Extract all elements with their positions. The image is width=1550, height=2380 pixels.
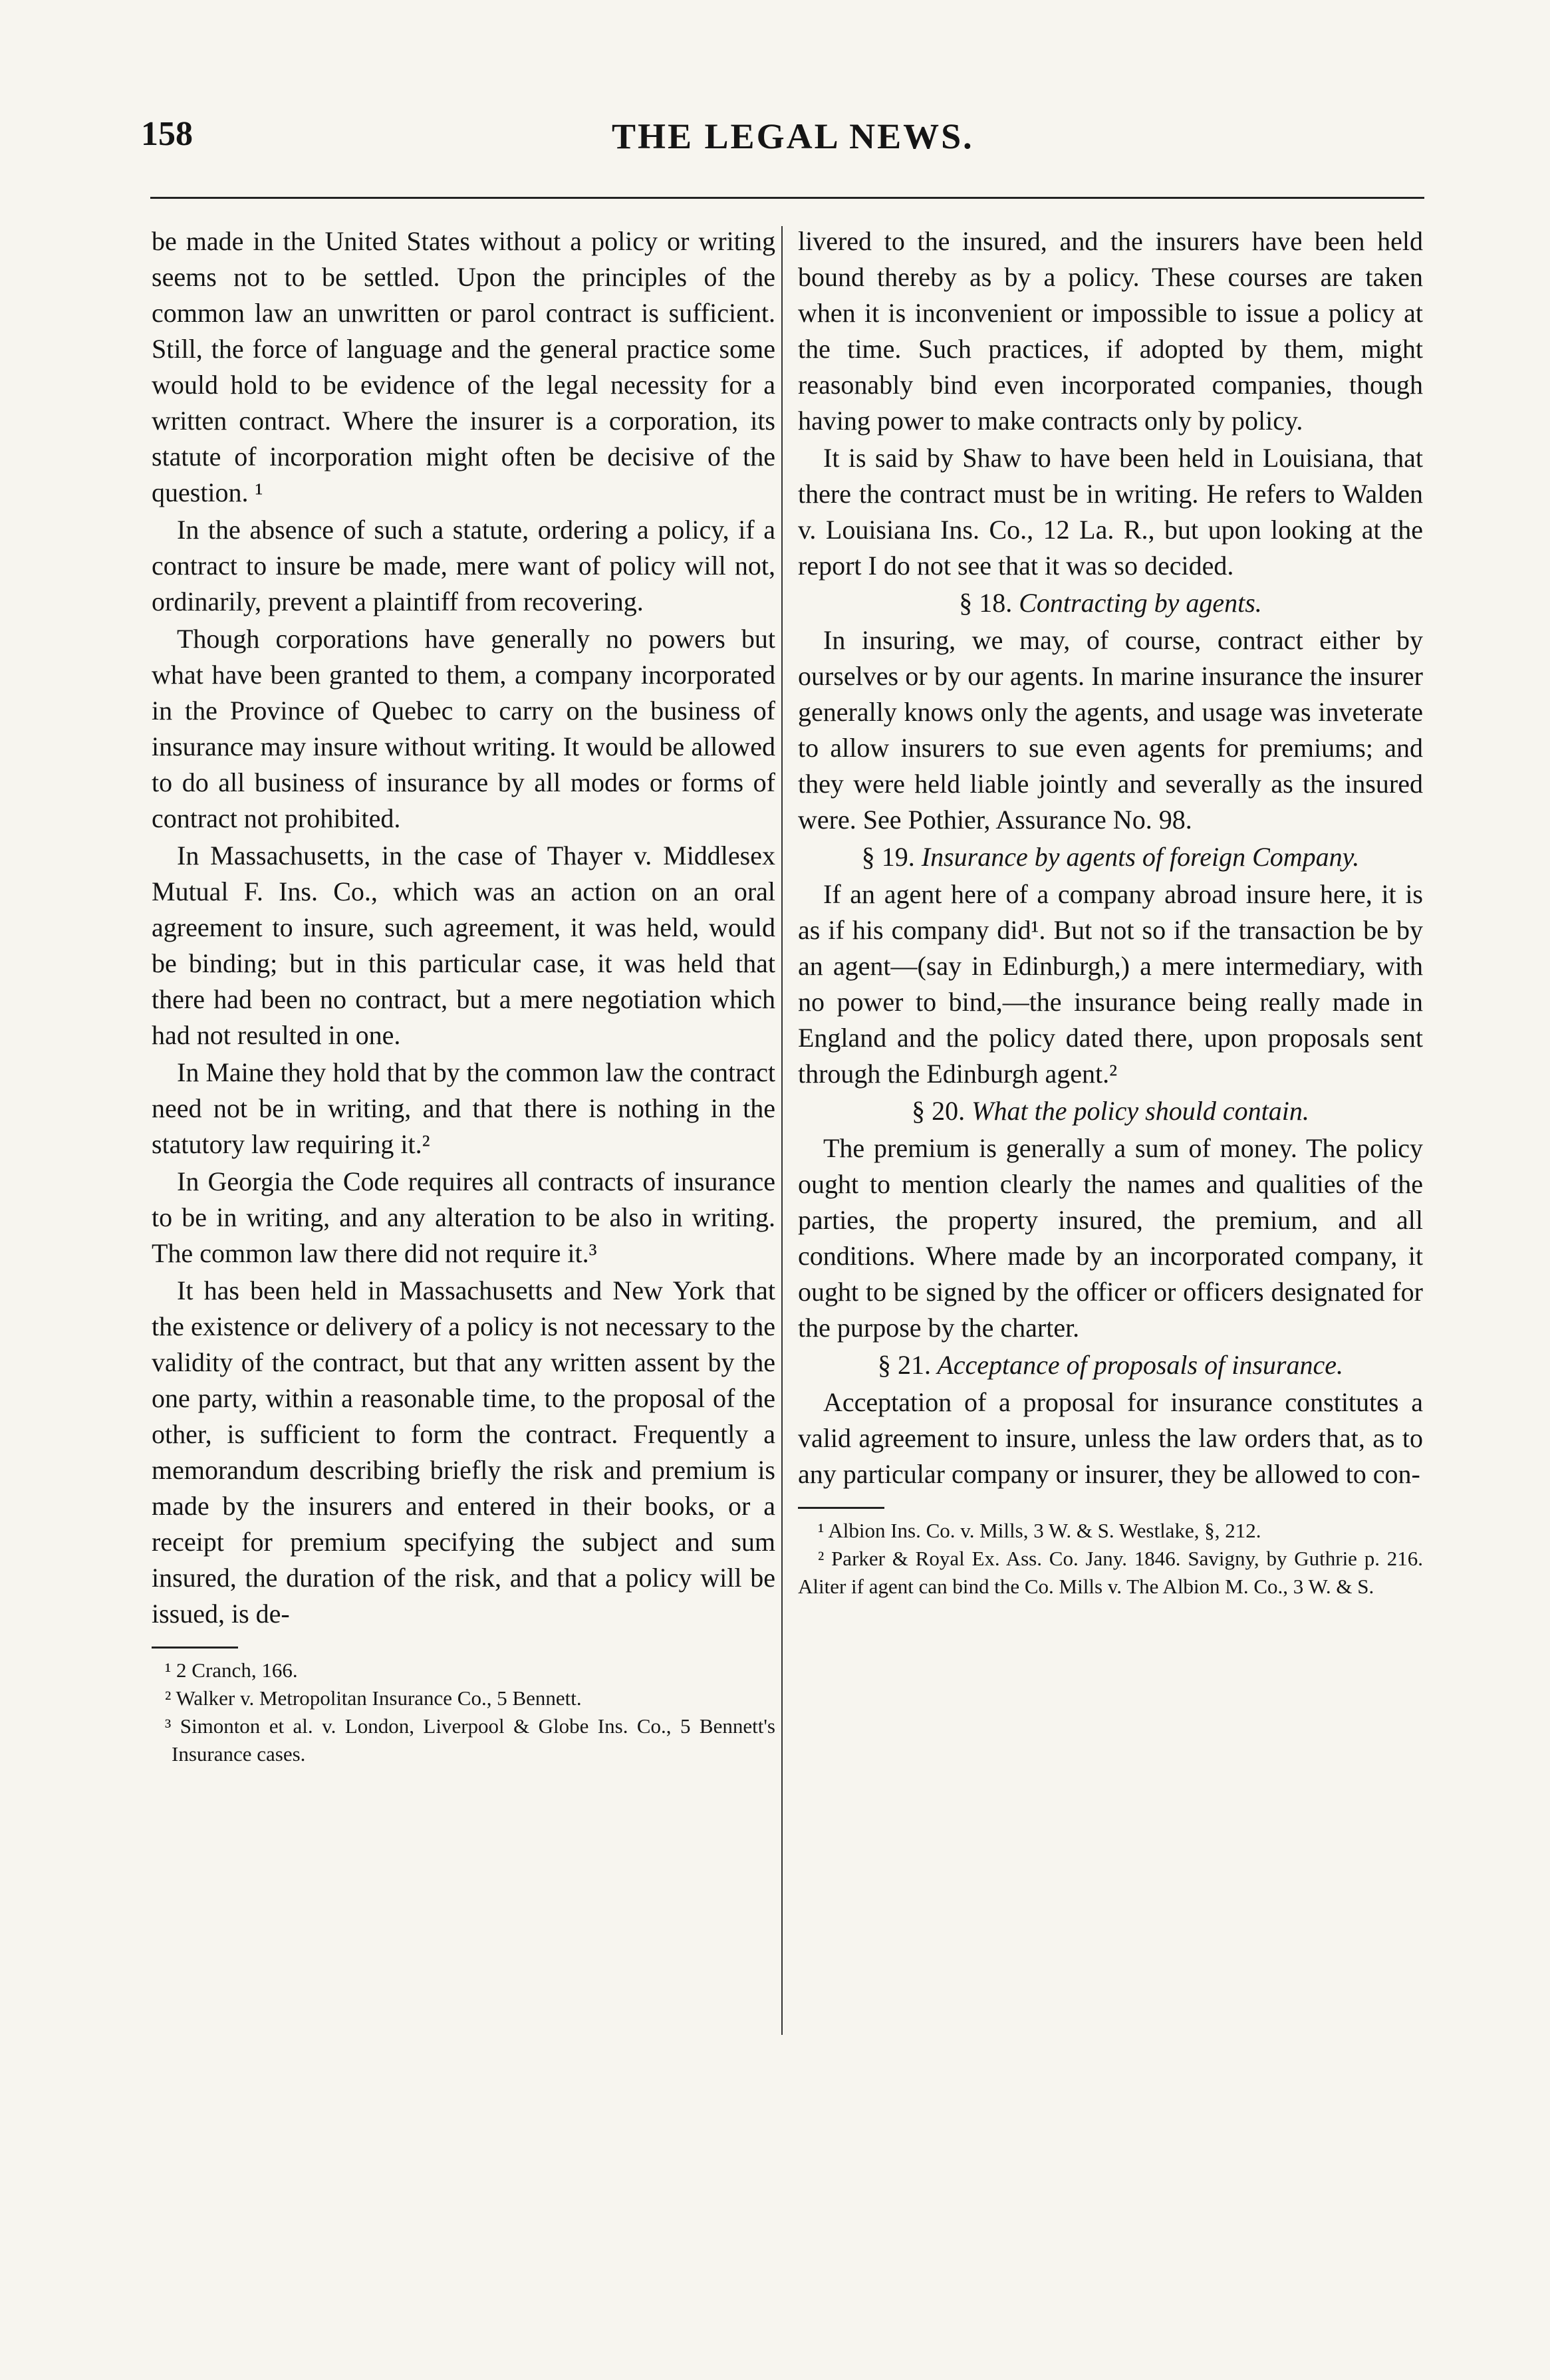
section-heading — [798, 1093, 1423, 1129]
paragraph: In Maine they hold that by the common law the contract need not be in writing, and that there is nothing in the statutory law requiring it.² — [152, 1057, 775, 1159]
footnotes — [152, 1656, 775, 1768]
running-head: THE LEGAL NEWS. — [612, 116, 974, 156]
section-heading — [798, 585, 1423, 621]
paragraph: Acceptation of a proposal for insurance constitutes a valid agreement to insure, unless the law orders that, as to any particular company or insurer, they be allowed to con- — [798, 1387, 1423, 1489]
section-mark: § 18. — [959, 588, 1013, 618]
section-heading — [798, 839, 1423, 875]
paragraph: Though corporations have generally no powers but what have been granted to them, a company incorporated in the Province of Quebec to carry on the business of insurance may insure without writing. It would be allowed to do all business of insurance by all modes or forms of contract not prohibited. — [152, 624, 775, 833]
section-title: What the policy should contain. — [971, 1096, 1309, 1126]
column-divider — [781, 226, 783, 2035]
footnote: ³ Simonton et al. v. London, Liverpool & Globe Ins. Co., 5 Bennett's Insurance cases. — [165, 1714, 775, 1766]
left-column — [152, 223, 775, 1768]
paragraph: It is said by Shaw to have been held in Louisiana, that there the contract must be in writing. He refers to Walden v. Louisiana Ins. Co., 12 La. R., but upon looking at the report I do not see that it was so decided. — [798, 443, 1423, 581]
header-rule — [150, 197, 1424, 199]
footnote-rule — [152, 1647, 238, 1649]
section-mark: § 20. — [912, 1096, 966, 1126]
section-mark: § 19. — [861, 842, 915, 872]
footnote: ² Walker v. Metropolitan Insurance Co., 5 Bennett. — [165, 1686, 582, 1710]
right-column — [798, 223, 1423, 1601]
paragraph: livered to the insured, and the insurers have been held bound thereby as by a policy. These courses are taken when it is inconvenient or impossible to issue a policy at the time. Such practices, if adopted by them, might reasonably bind even incorporated companies, though having power to make contracts only by policy. — [798, 226, 1423, 436]
paragraph: In Massachusetts, in the case of Thayer v. Middlesex Mutual F. Ins. Co., which was an action on an oral agreement to insure, such agreement, it was held, would be binding; but in this particular case, it was held that there had been no contract, but a mere negotiation which had not resulted in one. — [152, 841, 775, 1050]
section-title: Contracting by agents. — [1019, 588, 1262, 618]
section-title: Acceptance of proposals of insurance. — [937, 1350, 1343, 1380]
footnote: ¹ Albion Ins. Co. v. Mills, 3 W. & S. Westlake, §, 212. — [818, 1519, 1261, 1542]
footnote: ² Parker & Royal Ex. Ass. Co. Jany. 1846. Savigny, by Guthrie p. 216. Aliter if agent can bind the Co. Mills v. The Albion M. Co., 3 W. & S. — [798, 1547, 1423, 1598]
paragraph: The premium is generally a sum of money. The policy ought to mention clearly the names and qualities of the parties, the property insured, the premium, and all conditions. Where made by an incorporated company, it ought to be signed by the officer or officers designated for the purpose by the charter. — [798, 1133, 1423, 1343]
section-title: Insurance by agents of foreign Company. — [921, 842, 1360, 872]
paragraph: If an agent here of a company abroad insure here, it is as if his company did¹. But not so if the transaction be by an agent—(say in Edinburgh,) a mere intermediary, with no power to bind,—the insurance being really made in England and the policy dated there, upon proposals sent through the Edinburgh agent.² — [798, 879, 1423, 1089]
footnote: ¹ 2 Cranch, 166. — [165, 1658, 298, 1682]
footnote-rule — [798, 1507, 884, 1509]
paragraph: It has been held in Massachusetts and New York that the existence or delivery of a policy is not necessary to the validity of the contract, but that any written assent by the one party, within a reasonable time, to the proposal of the other, is sufficient to form the contract. Frequently a memorandum describing briefly the risk and premium is made by the insurers and entered in their books, or a receipt for premium specifying the subject and sum insured, the duration of the risk, and that a policy will be issued, is de- — [152, 1275, 775, 1629]
page-number: 158 — [141, 115, 193, 153]
section-heading — [798, 1347, 1423, 1383]
paragraph: In Georgia the Code requires all contracts of insurance to be in writing, and any alteration to be also in writing. The common law there did not require it.³ — [152, 1166, 775, 1268]
footnotes — [798, 1517, 1423, 1601]
paragraph: be made in the United States without a policy or writing seems not to be settled. Upon the principles of the common law an unwritten or parol contract is sufficient. Still, the force of language and the general practice some would hold to be evidence of the legal necessity for a written contract. Where the insurer is a corporation, its statute of incorporation might often be decisive of the question. ¹ — [152, 226, 775, 507]
section-mark: § 21. — [878, 1350, 932, 1380]
paragraph: In the absence of such a statute, ordering a policy, if a contract to insure be made, mere want of policy will not, ordinarily, prevent a plaintiff from recovering. — [152, 515, 775, 616]
paragraph: In insuring, we may, of course, contract either by ourselves or by our agents. In marine insurance the insurer generally knows only the agents, and usage was inveterate to allow insurers to sue even agents for premiums; and they were held liable jointly and severally as the insured were. See Pothier, Assurance No. 98. — [798, 625, 1423, 835]
